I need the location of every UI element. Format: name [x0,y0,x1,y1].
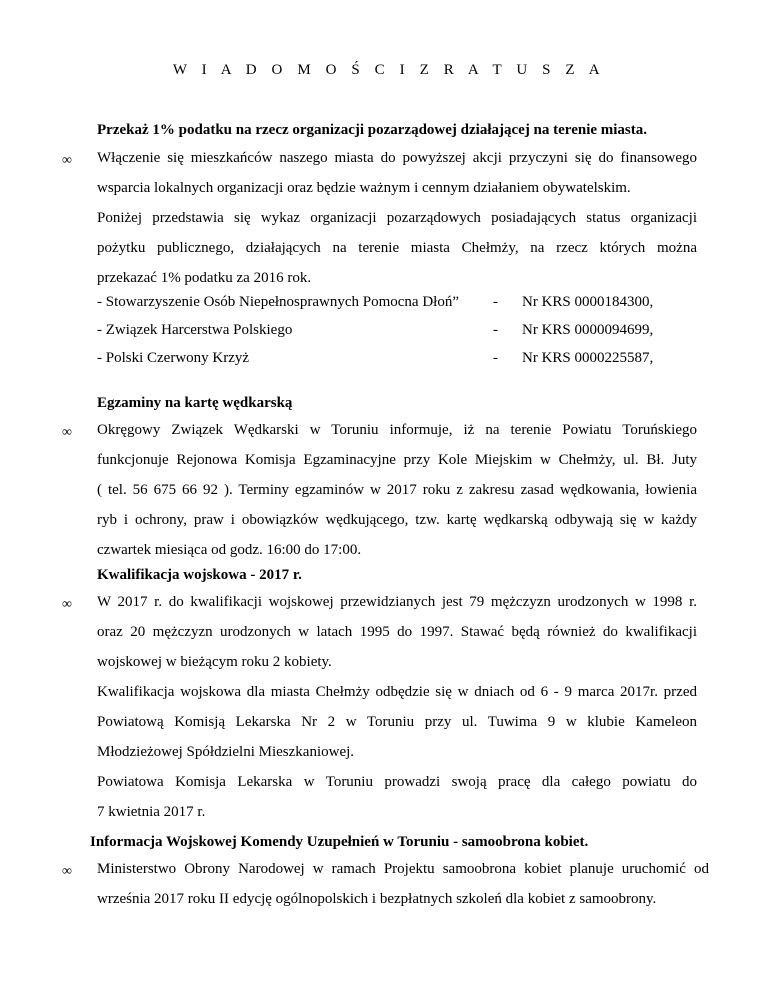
section2-paragraph [97,415,697,565]
list-item [97,344,717,372]
text-line: 7 kwietnia 2017 r. [97,804,206,820]
org-krs: Nr KRS 0000094699, [522,322,654,338]
section3-paragraph [97,587,697,827]
section-heading-military-qualification: Kwalifikacja wojskowa - 2017 r. [97,567,302,583]
text-line: ryb i ochrony, praw i obowiązków wędkującego, tzw. kartę wędkarską odbywają się w każdy [97,512,697,528]
text-line: Poniżej przedstawia się wykaz organizacji pozarządowych posiadających status organizacji [97,210,697,226]
list-item [97,316,717,344]
text-line: Powiatowa Komisja Lekarska w Toruniu prowadzi swoją pracę dla całego powiatu do [97,774,697,790]
text-line: oraz 20 mężczyzn urodzonych w latach 1995 do 1997. Stawać będą również do kwalifikacji [97,624,697,640]
org-dash: - [493,322,498,338]
text-line: Ministerstwo Obrony Narodowej w ramach Projektu samoobrona kobiet planuje uruchomić od [97,861,709,877]
organizations-list [97,288,717,372]
text-line: Powiatową Komisją Lekarska Nr 2 w Toruniu przy ul. Tuwima 9 w klubie Kameleon [97,714,697,730]
org-name: - Związek Harcerstwa Polskiego [97,322,293,338]
section-heading-fishing-exams: Egzaminy na kartę wędkarską [97,395,293,411]
text-line: Kwalifikacja wojskowa dla miasta Chełmży odbędzie się w dniach od 6 - 9 marca 2017r. przed [97,684,697,700]
text-line: ( tel. 56 675 66 92 ). Terminy egzaminów w 2017 roku z zakresu zasad wędkowania, łowienia [97,482,697,498]
text-line: pożytku publicznego, działających na terenie miasta Chełmży, na rzecz których można [97,240,697,256]
text-line: czwartek miesiąca od godz. 16:00 do 17:00. [97,542,362,558]
text-line: września 2017 roku II edycję ogólnopolskich i bezpłatnych szkoleń dla kobiet z samoobrony. [97,891,657,907]
section-heading-1-percent: Przekaż 1% podatku na rzecz organizacji pozarządowej działającej na terenie miasta. [97,122,648,138]
list-item [97,288,717,316]
bullet-icon: ∞ [62,864,72,879]
page-title: W I A D O M O Ś C I Z R A T U S Z A [172,62,606,78]
text-line: W 2017 r. do kwalifikacji wojskowej przewidzianych jest 79 mężczyzn urodzonych w 1998 r. [97,594,697,610]
text-line: przekazać 1% podatku za 2016 rok. [97,270,312,286]
text-line: wsparcia lokalnych organizacji oraz będzie ważnym i cennym działaniem obywatelskim. [97,180,631,196]
org-name: - Stowarzyszenie Osób Niepełnosprawnych Pomocna Dłoń” [97,294,459,310]
org-krs: Nr KRS 0000184300, [522,294,654,310]
org-dash: - [493,350,498,366]
org-dash: - [493,294,498,310]
text-line: wojskowej w bieżącym roku 2 kobiety. [97,654,332,670]
bullet-icon: ∞ [62,597,72,612]
bullet-icon: ∞ [62,425,72,440]
bullet-icon: ∞ [62,153,72,168]
section4-paragraph [97,854,709,914]
section-heading-women-self-defense: Informacja Wojskowej Komendy Uzupełnień w Toruniu - samoobrona kobiet. [90,834,589,850]
text-line: Włączenie się mieszkańców naszego miasta do powyższej akcji przyczyni się do finansowego [97,150,697,166]
text-line: funkcjonuje Rejonowa Komisja Egzaminacyjne przy Kole Miejskim w Chełmży, ul. Bł. Juty [97,452,697,468]
text-line: Młodzieżowej Spółdzielni Mieszkaniowej. [97,744,355,760]
text-line: Okręgowy Związek Wędkarski w Toruniu informuje, iż na terenie Powiatu Toruńskiego [97,422,697,438]
org-name: - Polski Czerwony Krzyż [97,350,250,366]
section1-paragraph [97,143,697,293]
org-krs: Nr KRS 0000225587, [522,350,654,366]
